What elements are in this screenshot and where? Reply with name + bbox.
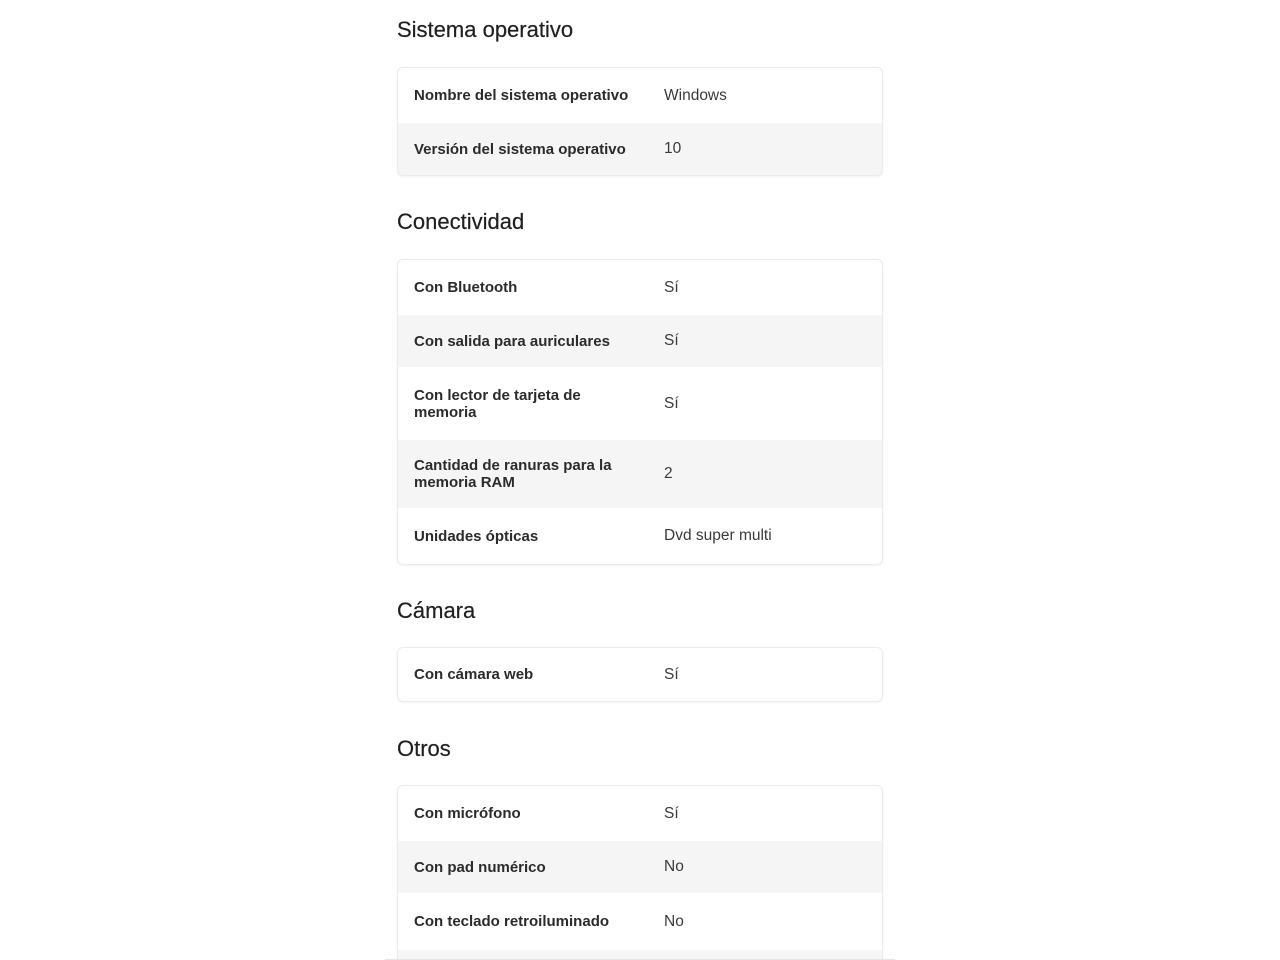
table-row — [398, 786, 882, 841]
table-row — [398, 367, 882, 440]
spec-label: Con pad numérico — [414, 858, 546, 876]
spec-value: Windows — [664, 86, 727, 104]
table-row — [398, 841, 882, 893]
table-row — [398, 260, 882, 315]
section-title-os: Sistema operativo — [397, 17, 574, 42]
specs-table-os — [397, 67, 883, 176]
specs-table-connectivity — [397, 259, 883, 565]
spec-value: Sí — [664, 278, 679, 296]
specs-panel — [385, 0, 895, 960]
spec-label: Con teclado retroiluminado — [414, 913, 610, 930]
table-row — [398, 508, 882, 564]
table-row — [398, 440, 882, 508]
spec-label: Con cámara web — [414, 666, 534, 683]
section-title-other: Otros — [397, 736, 451, 761]
spec-value: No — [664, 912, 684, 930]
spec-value: 10 — [664, 140, 682, 157]
spec-value: Sí — [664, 394, 679, 412]
specs-table-camera — [397, 647, 883, 702]
spec-label: Con lector de tarjeta de memoria — [414, 386, 581, 421]
section-title-camera: Cámara — [397, 598, 476, 623]
spec-value: Sí — [664, 804, 679, 822]
table-row — [398, 68, 882, 123]
table-row — [398, 950, 882, 960]
table-row — [398, 893, 882, 950]
spec-label: Con micrófono — [414, 805, 521, 822]
table-row — [398, 315, 882, 367]
spec-label: Versión del sistema operativo — [414, 140, 626, 158]
spec-label: Con Bluetooth — [414, 279, 518, 296]
spec-value: 2 — [664, 465, 673, 482]
spec-label: Con salida para auriculares — [414, 332, 610, 350]
table-row — [398, 648, 882, 701]
spec-label: Nombre del sistema operativo — [414, 87, 629, 104]
specs-table-other — [397, 785, 883, 960]
spec-value: Dvd super multi — [664, 527, 772, 544]
section-title-connectivity: Conectividad — [397, 209, 525, 234]
table-row — [398, 123, 882, 175]
spec-value: Sí — [664, 665, 679, 683]
spec-value: Sí — [664, 332, 679, 349]
spec-label: Unidades ópticas — [414, 527, 539, 545]
spec-label: Cantidad de ranuras para la memoria RAM — [414, 457, 612, 491]
spec-value: No — [664, 858, 684, 875]
